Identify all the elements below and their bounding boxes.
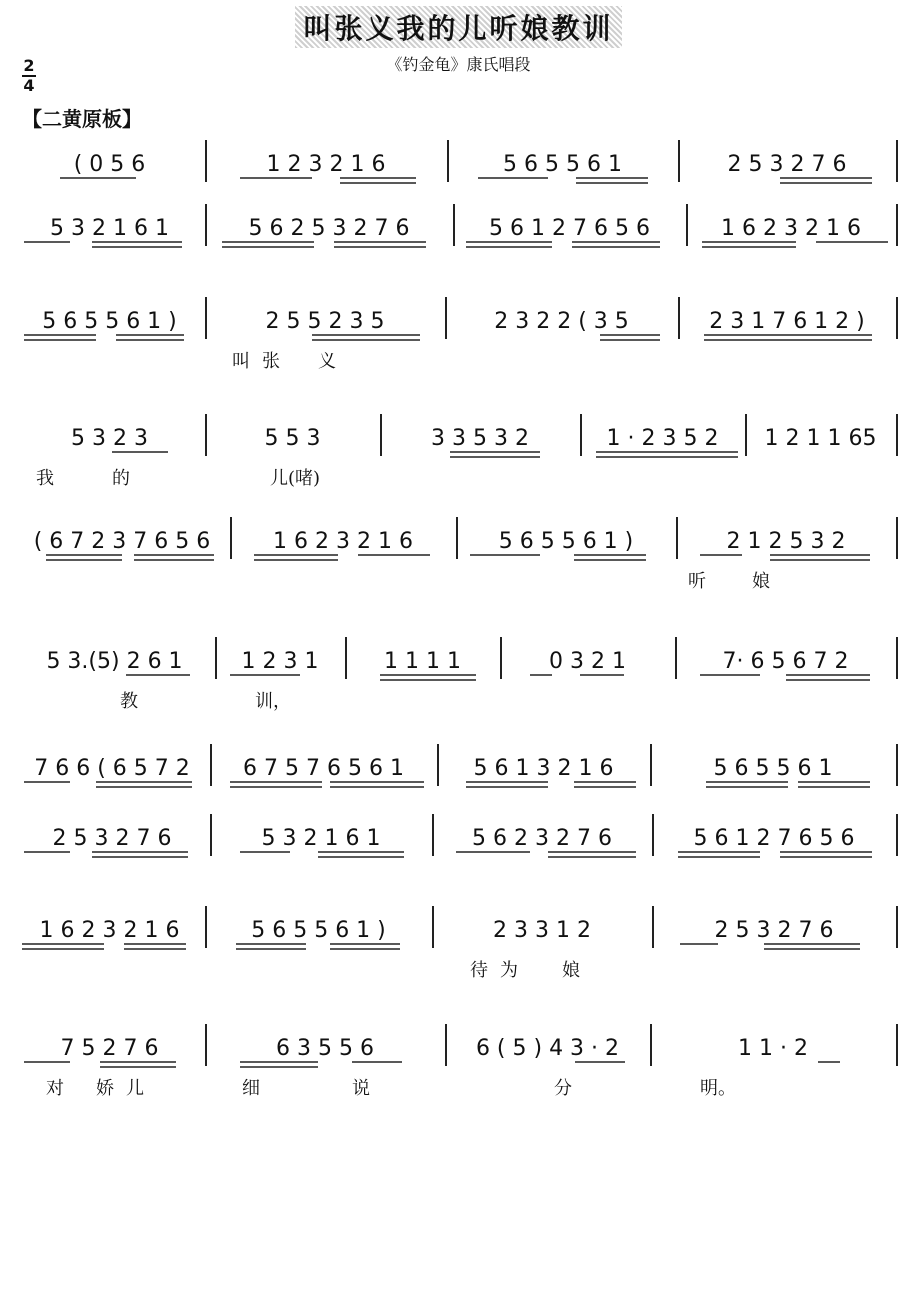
barline [678,297,680,339]
time-signature [22,58,36,94]
measure: 3 3 5 3 2 [431,425,529,451]
notes-row [0,645,917,677]
barline [437,744,439,786]
lyric-char: 儿(啫) [270,468,321,489]
measure: 5 6 5 5 6 1 ) [498,528,634,554]
measure: 1 2 1 1 65 [764,425,877,451]
measure: 6 3 5 5 6 [276,1035,374,1061]
measure: 5 6 5 5 6 1 ) [251,917,386,943]
notes-row [0,305,917,337]
barline [896,1024,898,1066]
notes-row [0,422,917,454]
lyric-char: 细 [242,1078,260,1099]
barline [896,204,898,246]
barline [453,204,455,246]
barline [896,814,898,856]
lyric-char: 说 [352,1078,370,1099]
barline [500,637,502,679]
barline [650,744,652,786]
measure: 5 3 2 3 [71,425,148,451]
barline [652,814,654,856]
lyric-char: 训， [255,691,291,712]
measure: ( 6 7 2 3 7 6 5 6 [33,528,211,554]
measure: 2 5 3 2 7 6 [52,825,172,851]
notes-row [0,914,917,946]
measure: 1 2 3 1 [241,648,319,674]
lyric-char: 娘 [562,960,580,981]
barline [432,814,434,856]
lyric-char: 听 [688,571,706,592]
measure: 5 3 2 1 6 1 [50,215,169,241]
measure: 7 5 2 7 6 [60,1035,159,1061]
measure: 2 3 2 2 ( 3 5 [494,308,629,334]
measure: 5 3.(5) 2 6 1 [46,648,183,674]
barline [380,414,382,456]
measure: 1 2 3 2 1 6 [266,151,386,177]
barline [896,297,898,339]
notes-row [0,822,917,854]
lyric-char: 明。 [700,1078,736,1099]
lyric-char: 张 [262,351,280,372]
barline [896,517,898,559]
measure: 5 6 5 5 6 1 [503,151,622,177]
measure: 2 1 2 5 3 2 [726,528,846,554]
time-signature-bottom: 4 [23,76,35,95]
barline [230,517,232,559]
lyric-char: 叫 [232,351,250,372]
barline [896,744,898,786]
barline [580,414,582,456]
measure: 7· 6 5 6 7 2 [722,648,849,674]
measure: 5 6 2 3 2 7 6 [472,825,612,851]
barline [896,637,898,679]
barline [896,906,898,948]
notes-row [0,525,917,557]
measure: 1 · 2 3 5 2 [606,425,719,451]
subtitle: 《钓金龟》康氏唱段 [386,55,531,74]
lyric-char: 娘 [752,571,770,592]
measure: 6 ( 5 ) 4 3 · 2 [475,1035,620,1061]
barline [205,1024,207,1066]
measure: 5 6 1 2 7 6 5 6 [489,215,650,241]
lyric-char: 对 [46,1078,64,1099]
measure: 2 3 3 1 2 [493,917,591,943]
lyric-char: 的 [112,468,130,489]
barline [675,637,677,679]
measure: 7 6 6 ( 6 5 7 2 [34,755,190,781]
measure: 5 5 3 [264,425,321,451]
measure: 1 6 2 3 2 1 6 [721,215,861,241]
lyric-char: 待 [470,960,488,981]
barline [210,744,212,786]
barline [650,1024,652,1066]
barline [432,906,434,948]
barline [445,297,447,339]
barline [445,1024,447,1066]
measure: ( 0 5 6 [73,151,146,177]
time-signature-top: 2 [23,56,35,75]
measure: 0 3 2 1 [549,648,626,674]
barline [678,140,680,182]
title-wrap [0,6,917,48]
notes-row [0,752,917,784]
barline [345,637,347,679]
notes-row [0,212,917,244]
page-title: 叫张义我的儿听娘教训 [295,6,621,48]
measure: 2 5 5 2 3 5 [265,308,385,334]
notes-row [0,148,917,180]
barline [676,517,678,559]
lyric-char: 教 [120,691,138,712]
measure: 2 5 3 2 7 6 [714,917,834,943]
measure: 1 6 2 3 2 1 6 [273,528,413,554]
lyric-char: 义 [318,351,336,372]
measure: 5 6 1 3 2 1 6 [473,755,614,781]
barline [456,517,458,559]
measure: 5 6 1 2 7 6 5 6 [693,825,855,851]
measure: 2 5 3 2 7 6 [727,151,847,177]
measure: 5 6 2 5 3 2 7 6 [248,215,410,241]
banshi-label: 【二黄原板】 [22,107,142,131]
barline [686,204,688,246]
measure: 6 7 5 7 6 5 6 1 [243,755,404,781]
measure: 2 3 1 7 6 1 2 ) [709,308,865,334]
barline [215,637,217,679]
barline [205,204,207,246]
barline [205,414,207,456]
barline [745,414,747,456]
lyric-char: 娇 [96,1078,114,1099]
barline [205,906,207,948]
barline [896,140,898,182]
lyric-char: 为 [500,960,518,981]
barline [652,906,654,948]
lyric-char: 儿 [126,1078,144,1099]
notes-row [0,1032,917,1064]
barline [210,814,212,856]
measure: 1 1 · 2 [738,1035,808,1061]
measure: 1 1 1 1 [384,648,461,674]
barline [205,140,207,182]
measure: 5 6 5 5 6 1 ) [42,308,177,334]
measure: 5 6 5 5 6 1 [713,755,833,781]
measure: 5 3 2 1 6 1 [261,825,381,851]
lyric-char: 分 [554,1078,572,1099]
barline [205,297,207,339]
lyric-char: 我 [36,468,54,489]
barline [447,140,449,182]
barline [896,414,898,456]
measure: 1 6 2 3 2 1 6 [39,917,180,943]
